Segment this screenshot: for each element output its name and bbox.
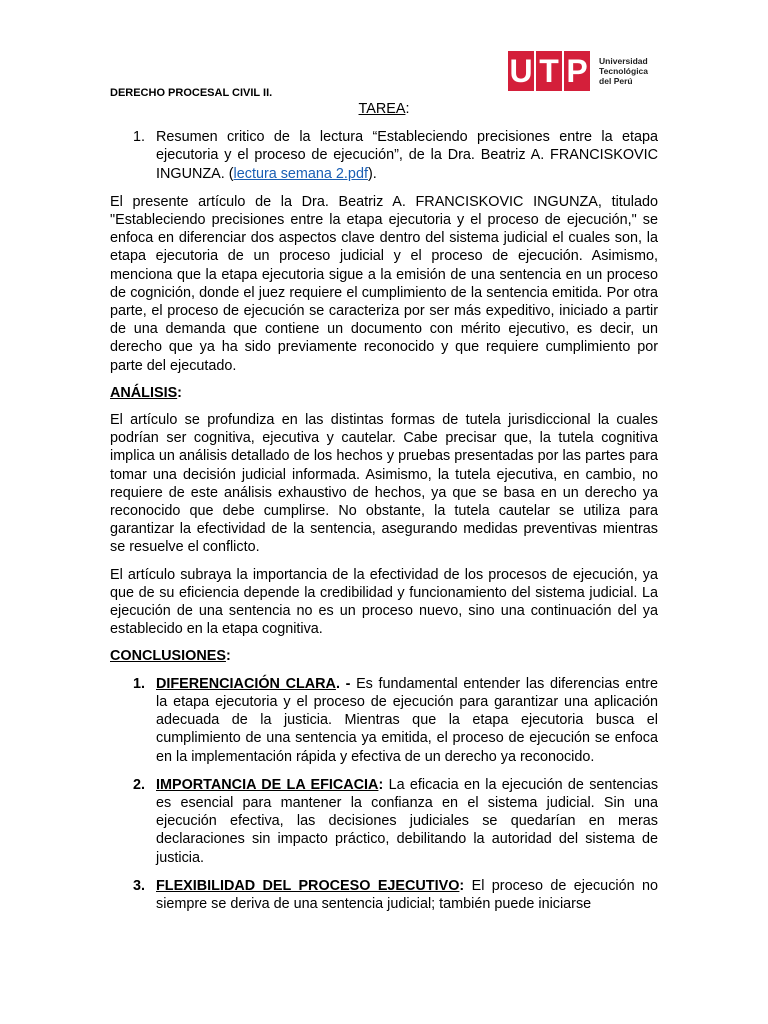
- conclusiones-colon: :: [225, 648, 231, 665]
- logo-university-name: [599, 56, 648, 86]
- conclusion-number: 3.: [133, 877, 146, 894]
- conclusion-text: Es fundamental entender las diferencias entre la etapa ejecutoria y el proceso de ejecución para garantizar una aplicación adecuada de la justicia. Mientras que la etapa ejecutoria busca el cumplimiento de una sentencia ya emitida, el proceso de ejecución se enfoca en la implementación rápida y efectiva de un derecho ya reconocido.: [156, 675, 658, 765]
- tarea-heading: [110, 100, 658, 118]
- conclusiones-list: [110, 675, 658, 913]
- conclusion-number: 1.: [133, 675, 146, 692]
- analisis-heading: [110, 384, 658, 402]
- conclusiones-heading: [110, 647, 658, 665]
- tarea-item-number: 1.: [133, 129, 146, 146]
- conclusion-number: 2.: [133, 776, 146, 793]
- conclusion-title: DIFERENCIACIÓN CLARA: [156, 675, 336, 692]
- conclusion-item: [110, 675, 658, 766]
- utp-logo: [508, 51, 648, 91]
- conclusion-separator: . -: [335, 675, 357, 692]
- analisis-paragraph-2: El artículo subraya la importancia de la efectividad de los procesos de ejecución, ya que de su eficiencia depende la credibilidad y funcionamiento del sistema judicial. La ejecución de una sentencia no es un proceso nuevo, sino una continuación del ya establecido en la etapa cognitiva.: [110, 566, 658, 638]
- logo-text-line-3: del Perú: [599, 76, 633, 86]
- analisis-title: ANÁLISIS: [110, 384, 178, 401]
- tarea-item-text: Resumen critico de la lectura “Estableciendo precisiones entre la etapa ejecutoria y el proceso de ejecución”, de la Dra. Beatriz A. FRANCISKOVIC INGUNZA. (: [156, 129, 658, 182]
- logo-text-line-2: Tecnológica: [599, 66, 649, 76]
- tarea-item: [110, 128, 658, 183]
- conclusion-text: El proceso de ejecución no siempre se deriva de una sentencia judicial; también puede iniciarse: [156, 877, 658, 912]
- logo-letter-p: P: [564, 51, 590, 91]
- tarea-title: TAREA: [358, 101, 406, 117]
- conclusion-separator: :: [378, 776, 389, 793]
- tarea-list: [110, 128, 658, 183]
- logo-letter-t: T: [536, 51, 562, 91]
- tarea-item-end: ).: [367, 165, 377, 182]
- lectura-pdf-link[interactable]: lectura semana 2.pdf: [233, 165, 368, 182]
- conclusion-title: IMPORTANCIA DE LA EFICACIA: [156, 776, 379, 793]
- logo-text-line-1: Universidad: [599, 56, 648, 66]
- document-body: [110, 100, 658, 923]
- logo-letter-u: U: [508, 51, 534, 91]
- course-title: DERECHO PROCESAL CIVIL II.: [110, 87, 273, 99]
- analisis-colon: :: [177, 384, 182, 401]
- conclusion-title: FLEXIBILIDAD DEL PROCESO EJECUTIVO: [156, 877, 460, 894]
- conclusion-text: La eficacia en la ejecución de sentencias es esencial para mantener la confianza en el sistema judicial. Sin una ejecución efectiva, las decisiones judiciales se quedarían en meras declaraciones sin impacto práctico, debilitando la autoridad del sistema de justicia.: [156, 776, 659, 866]
- conclusion-item: [110, 776, 658, 867]
- conclusiones-title: CONCLUSIONES: [110, 648, 226, 665]
- summary-paragraph: El presente artículo de la Dra. Beatriz A. FRANCISKOVIC INGUNZA, titulado "Estableciendo precisiones entre la etapa ejecutoria y el proceso de ejecución," se enfoca en diferenciar dos aspectos clave dentro del sistema judicial el cuales son, la etapa ejecutoria de un proceso judicial y el proceso de ejecución. Asimismo, menciona que la etapa ejecutoria sigue a la emisión de una sentencia en un proceso de cognición, donde el juez requiere el cumplimiento de la sentencia emitida. Por otra parte, el proceso de ejecución se caracteriza por ser más expeditivo, iniciado a partir de una demanda que contiene un documento con mérito ejecutivo, es decir, un derecho que ya ha sido previamente reconocido y que requiere cumplimiento por parte del ejecutado.: [110, 193, 658, 374]
- conclusion-separator: :: [459, 877, 472, 894]
- tarea-colon: :: [405, 101, 410, 117]
- analisis-paragraph-1: El artículo se profundiza en las distintas formas de tutela jurisdiccional la cuales podrían ser cognitiva, ejecutiva y cautelar. Cabe precisar que, la tutela cognitiva implica un análisis detallado de los hechos y pruebas presentadas por las partes para tomar una decisión judicial informada. Asimismo, la tutela ejecutiva, en cambio, no requiere de este análisis exhaustivo de hechos, ya que se basa en un derecho ya reconocido que debe cumplirse. No obstante, la tutela cautelar se utiliza para garantizar la efectividad de la sentencia, asegurando medidas preventivas mientras se resuelve el conflicto.: [110, 412, 658, 556]
- conclusion-item: [110, 877, 658, 913]
